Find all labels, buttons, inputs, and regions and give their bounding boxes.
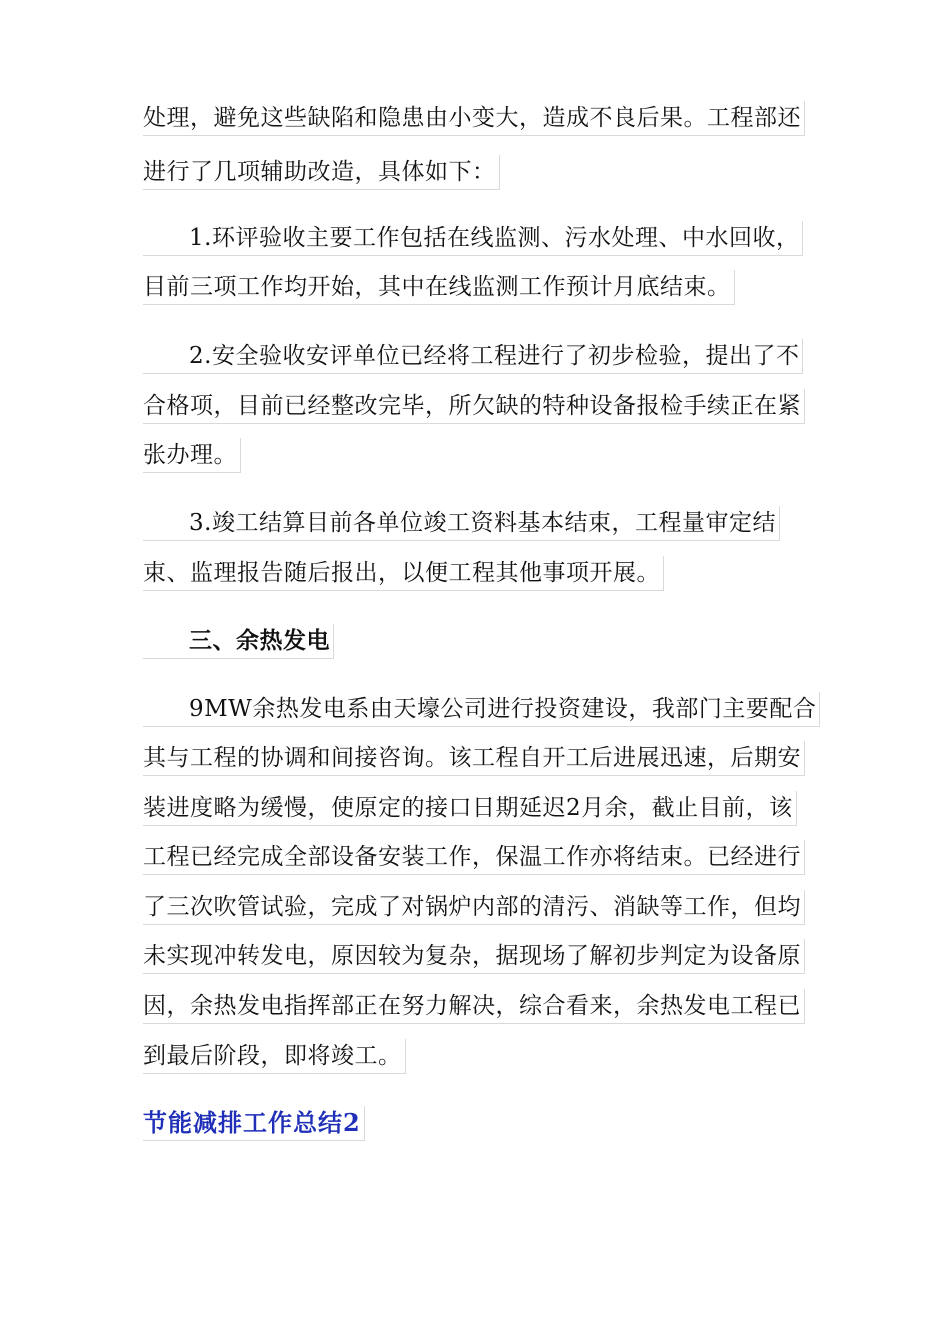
list-item-line: 3.竣工结算目前各单位竣工资料基本结束，工程量审定结 — [143, 506, 780, 541]
paragraph-line: 进行了几项辅助改造，具体如下： — [143, 155, 500, 190]
list-item-line: 2.安全验收安评单位已经将工程进行了初步检验，提出了不 — [143, 339, 803, 374]
document-title: 节能减排工作总结2 — [143, 1106, 365, 1141]
paragraph-line: 到最后阶段，即将竣工。 — [143, 1039, 406, 1074]
paragraph-line: 张办理。 — [143, 438, 241, 473]
paragraph-line: 处理，避免这些缺陷和隐患由小变大，造成不良后果。工程部还 — [143, 101, 805, 136]
paragraph-line: 9MW余热发电系由天壕公司进行投资建设，我部门主要配合 — [143, 692, 820, 727]
paragraph-line: 其与工程的协调和间接咨询。该工程自开工后进展迅速，后期安 — [143, 741, 805, 776]
paragraph-line: 未实现冲转发电，原因较为复杂，据现场了解初步判定为设备原 — [143, 939, 805, 974]
paragraph-line: 束、监理报告随后报出，以便工程其他事项开展。 — [143, 556, 664, 591]
section-heading: 三、余热发电 — [143, 624, 334, 659]
list-item-line: 1.环评验收主要工作包括在线监测、污水处理、中水回收， — [143, 221, 803, 256]
paragraph-line: 了三次吹管试验，完成了对锅炉内部的清污、消缺等工作，但均 — [143, 890, 805, 925]
paragraph-line: 因，余热发电指挥部正在努力解决，综合看来，余热发电工程已 — [143, 989, 805, 1024]
paragraph-line: 工程已经完成全部设备安装工作，保温工作亦将结束。已经进行 — [143, 840, 805, 875]
paragraph-line: 合格项，目前已经整改完毕，所欠缺的特种设备报检手续正在紧 — [143, 389, 805, 424]
paragraph-line: 装进度略为缓慢，使原定的接口日期延迟2月余，截止目前，该 — [143, 791, 797, 826]
paragraph-line: 目前三项工作均开始，其中在线监测工作预计月底结束。 — [143, 270, 735, 305]
